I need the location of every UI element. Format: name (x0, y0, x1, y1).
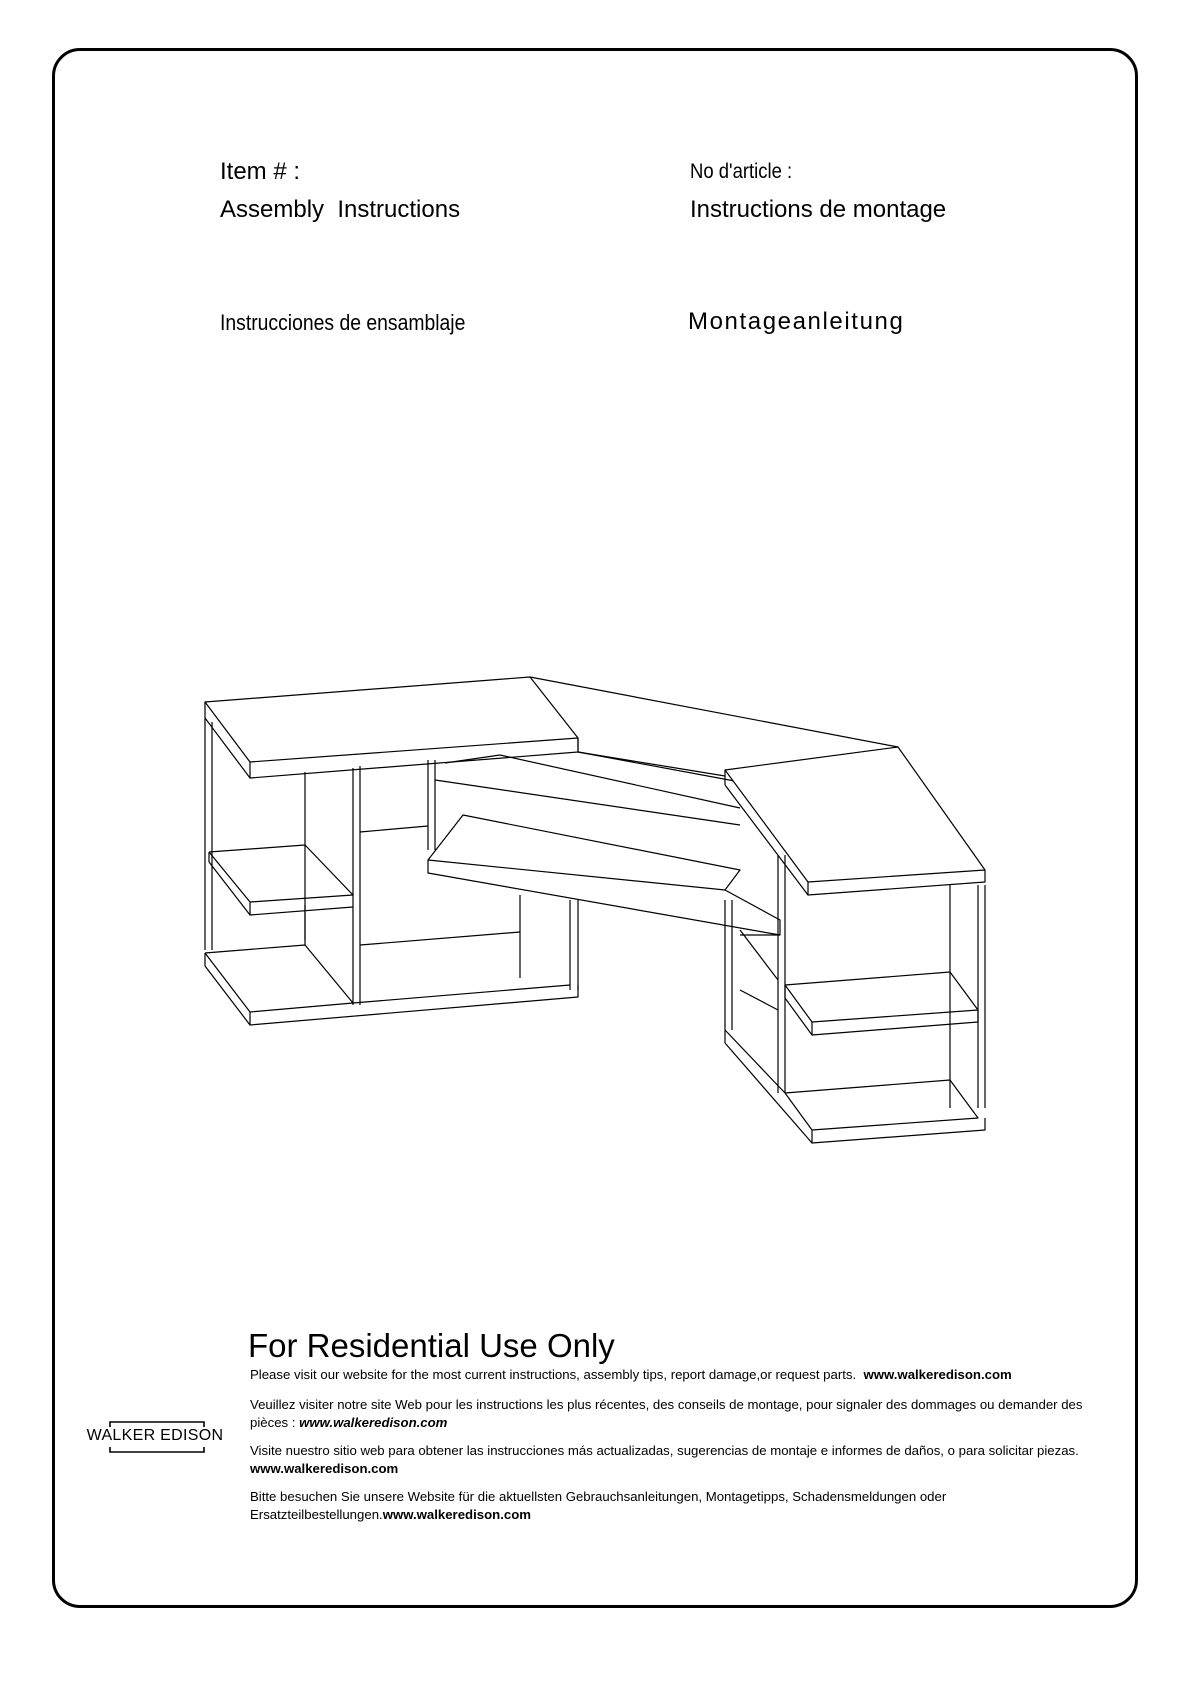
notice-english-text: Please visit our website for the most current instructions, assembly tips, report damage,or request parts. (250, 1367, 864, 1382)
assembly-instructions-de: Montageanleitung (688, 308, 905, 335)
item-number-label-fr: No d'article : (690, 160, 793, 183)
website-link-de[interactable]: www.walkeredison.com (382, 1507, 531, 1522)
corner-desk-illustration (195, 660, 995, 1160)
notice-english (250, 1366, 1110, 1384)
website-link-en[interactable]: www.walkeredison.com (863, 1367, 1012, 1382)
notice-german (250, 1488, 1110, 1524)
notice-spanish-text: Visite nuestro sitio web para obtener las instrucciones más actualizadas, sugerencias de montaje e informes de daños, o para solicitar piezas. (250, 1443, 1079, 1458)
assembly-instructions-es: Instrucciones de ensamblaje (220, 310, 466, 335)
notice-german-text: Bitte besuchen Sie unsere Website für die aktuellsten Gebrauchsanleitungen, Montagetipps, Schadensmeldungen oder Ersatzteilbestellungen. (250, 1489, 947, 1522)
logo-text: WALKER EDISON (86, 1427, 224, 1444)
assembly-instructions-fr: Instructions de montage (690, 196, 947, 223)
notice-french (250, 1396, 1110, 1432)
website-link-es[interactable]: www.walkeredison.com (250, 1461, 399, 1476)
walker-edison-logo (80, 1420, 230, 1454)
item-number-label: Item # : (220, 158, 301, 185)
notice-spanish (250, 1442, 1110, 1478)
assembly-instructions-en: Assembly Instructions (220, 196, 461, 223)
residential-use-title: For Residential Use Only (248, 1327, 615, 1364)
notice-french-text: Veuillez visiter notre site Web pour les instructions les plus récentes, des conseils de montage, pour signaler des dommages ou demander des pièces : (250, 1397, 1083, 1430)
website-link-fr[interactable]: www.walkeredison.com (299, 1415, 448, 1430)
